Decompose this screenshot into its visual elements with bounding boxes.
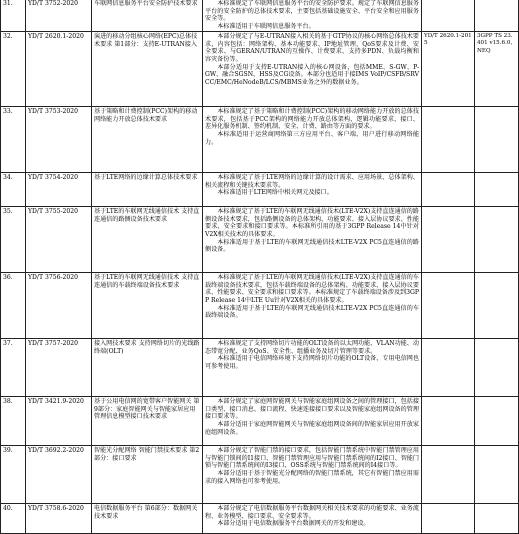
adopted-international-standard [475, 338, 519, 396]
replaced-standard [422, 445, 475, 503]
scope-paragraph: 本标准适用于LTE网络中相关网元及接口。 [217, 189, 333, 197]
standard-title: 基于LTE的车联网无线通信技术 支持直连通信的车载终端设备技术要求 [92, 272, 203, 338]
scope-paragraph: 本标准适用于车联网信息服务平台。 [217, 23, 315, 31]
scope-paragraph: 本标准规定了车联网信息服务平台的安全防护要求。规定了车联网信息服务平台的安全防护的总体技术要求，主要包括基础设施安全、平台安全和应用服务安全等。 [205, 0, 419, 23]
table-row [1, 396, 519, 445]
standard-scope [203, 396, 422, 445]
scope-paragraph: 本标准规定了支持网络切片功能的OLT设备的以太网功能、VLAN功能、动态带宽分配、业务QoS、安全性、组播业务及切片管理等要求。 [205, 339, 419, 355]
standard-title: 基于LTE网络的边缘计算总体技术要求 [92, 172, 203, 206]
standard-scope [203, 172, 422, 206]
adopted-international-standard [475, 206, 519, 272]
standard-code: YD/T 3755-2020 [26, 206, 92, 272]
row-number: 40. [1, 503, 26, 533]
table-row [1, 172, 519, 206]
scope-paragraph: 本标准规定了基于LTE网络的边缘计算的设计需求、应用场景、总体架构、相关流程和关键技术要求等。 [205, 173, 419, 189]
scope-paragraph: 本标准规定了基于LTE的车联网无线通信技术(LTE-V2X)支持直连通信的路侧设备技术要求，包括路侧设备的总体架构、功能要求、接入层协议要求、性能要求、安全要求和接口要求等。本标准所引用的基于3GPP Release 14中针对V2X相关技术的具体要求。 [205, 207, 419, 238]
table-row [1, 338, 519, 396]
scope-paragraph: 本部分规定了电信数据服务平台数据网关相关技术要求的功能要求、业务流程、业务模型、接口要求、安全要求等。 [205, 504, 419, 520]
standard-scope [203, 338, 422, 396]
table-row [1, 272, 519, 338]
row-number: 34. [1, 172, 26, 206]
standard-title: 接入网技术要求 支持网络切片的光线路终端(OLT) [92, 338, 203, 396]
row-number: 35. [1, 206, 26, 272]
row-number: 39. [1, 445, 26, 503]
standard-code: YD/T 3752-2020 [26, 0, 92, 31]
scope-paragraph: 本部分适用于电信数据服务平台数据网关的开发和建设。 [217, 520, 370, 528]
standard-scope [203, 445, 422, 503]
scope-paragraph: 本标准规定了基于LTE的车联网无线通信技术(LTE-V2X)支持直连通信的车载终端设备技术要求，包括车载终端设备的总体架构、功能要求、接入层协议要求、性能要求、安全要求和接口要求等。本标准规定了车载终端设备涉及到3GPP Release 14中LTE Uu针对V2X相关的具体要求。 [205, 273, 419, 304]
scope-paragraph: 本部分规定了智能门禁的接口要求，包括智能门禁系统中智能门禁管理应用与智能门锁间的I1接口、智能门禁管理应用与智能门禁系统间的I2接口、智能门锁与智能门禁系统间的I3接口、OSS系统与智能门禁系统间的I4接口等。 [205, 446, 419, 470]
standard-code: YD/T 3692.2-2020 [26, 445, 92, 503]
replaced-standard [422, 272, 475, 338]
row-number: 38. [1, 396, 26, 445]
row-number: 32. [1, 31, 26, 106]
standard-code: YD/T 3757-2020 [26, 338, 92, 396]
standard-scope [203, 503, 422, 533]
replaced-standard [422, 503, 475, 533]
standard-code: YD/T 3754-2020 [26, 172, 92, 206]
scope-paragraph: 本标准适用于基于LTE的车联网无线通信技术LTE-V2X PC5直连通信的车载终端设备。 [205, 304, 419, 320]
standard-scope [203, 31, 422, 106]
adopted-international-standard [475, 0, 519, 31]
table-row [1, 106, 519, 172]
standard-code: YD/T 3421.9-2020 [26, 396, 92, 445]
standard-code: YD/T 3753-2020 [26, 106, 92, 172]
adopted-international-standard: 3GPP TS 23.401 v15.6.0，NEQ [475, 31, 519, 106]
scope-paragraph: 本标准适用于运营商网络第三方应用平台、客户端、用户进行移动网络能力。 [205, 130, 419, 146]
adopted-international-standard [475, 272, 519, 338]
adopted-international-standard [475, 106, 519, 172]
standard-title: 基于策略和计费控制(PCC)架构的移动网络能力开放总体技术要求 [92, 106, 203, 172]
standard-title: 电信数据服务平台 第6部分：数据网关技术要求 [92, 503, 203, 533]
row-number: 37. [1, 338, 26, 396]
standard-title: 智能光分配网络 智能门禁技术要求 第2部分：接口要求 [92, 445, 203, 503]
scope-paragraph: 本标准规定了基于策略和计费控制(PCC)架构的移动网络能力开放的总体技术要求，包括基于PCC架构的网络能力开放总体架构、逻辑功能要求、接口、差异化服务机制、签约机制、安全、计费、路由等方面的要求。 [205, 107, 419, 131]
row-number: 31. [1, 0, 26, 31]
adopted-international-standard [475, 445, 519, 503]
scope-paragraph: 本部分规定了家庭网智能网关与智能家庭组网设备之间的管理接口，包括接口类型、接口消息、接口流程、快速连接接口要求以及智能家庭组网设备的管理接口要求等。 [205, 397, 419, 421]
adopted-international-standard [475, 396, 519, 445]
scope-paragraph: 本部分适用于支持E-UTRAN接入的核心网设备，包括MME、S-GW、P-GW、融合SGSN、HSS及CG设备。本部分也适用于接IMS VoIP/CSFB/SRVCC/EMC/HeNodeB/LCS/MBMS业务之外的数据业务。 [205, 63, 419, 87]
replaced-standard [422, 396, 475, 445]
scope-paragraph: 本部分适用于家庭网智能网关与智能家庭组网设备间的智能家居应用开放家庭组网设备。 [205, 420, 419, 436]
standard-title: 演进的移动分组核心网络(EPC)总体技术要求 第1部分：支持E-UTRAN接入 [92, 31, 203, 106]
scope-paragraph: 本部分规定了与E-UTRAN接入相关的基于GTP协议的核心网络总体技术要求，内容包括：网络架构、基本功能要求、IP地址管理、QoS要求及计费、安全要求、与GERAN/UTRAN的互操作、计费要求、支持多PDN、负载均衡和容灾备份等。 [205, 32, 419, 63]
table-row [1, 503, 519, 533]
table-row [1, 445, 519, 503]
standard-title: 车联网信息服务平台安全防护技术要求 [92, 0, 203, 31]
table-row [1, 0, 519, 31]
scope-paragraph: 本部分适用于基于智能光分配网络的智能门禁系统，其它有智能门禁应用需求的接入网络也可参考使用。 [205, 469, 419, 485]
replaced-standard [422, 0, 475, 31]
adopted-international-standard [475, 503, 519, 533]
table-row [1, 206, 519, 272]
replaced-standard [422, 106, 475, 172]
standard-code: YD/T 3758.6-2020 [26, 503, 92, 533]
replaced-standard [422, 206, 475, 272]
standard-scope [203, 206, 422, 272]
replaced-standard [422, 338, 475, 396]
standards-table-body [1, 0, 519, 533]
scope-paragraph: 本标准适用于电信网络环境下支持网络切片功能的OLT设备，专用电信网也可参考使用。 [205, 355, 419, 370]
table-row [1, 31, 519, 106]
standard-title: 基于LTE的车联网无线通信技术 支持直连通信的路侧设备技术要求 [92, 206, 203, 272]
standard-scope [203, 272, 422, 338]
standard-scope [203, 106, 422, 172]
adopted-international-standard [475, 172, 519, 206]
replaced-standard: YD/T 2620.1-2015 [422, 31, 475, 106]
scope-paragraph: 本标准适用于基于LTE的车联网无线通信技术LTE-V2X PC5直连通信的路侧设备。 [205, 238, 419, 254]
row-number: 36. [1, 272, 26, 338]
standard-title: 基于公用电信网的宽带客户智能网关 第9部分：家庭智能网关与智能家居应用管理信息模型接口技术要求 [92, 396, 203, 445]
replaced-standard [422, 172, 475, 206]
standard-code: YD/T 2620.1-2020 [26, 31, 92, 106]
standard-code: YD/T 3756-2020 [26, 272, 92, 338]
standard-scope [203, 0, 422, 31]
row-number: 33. [1, 106, 26, 172]
